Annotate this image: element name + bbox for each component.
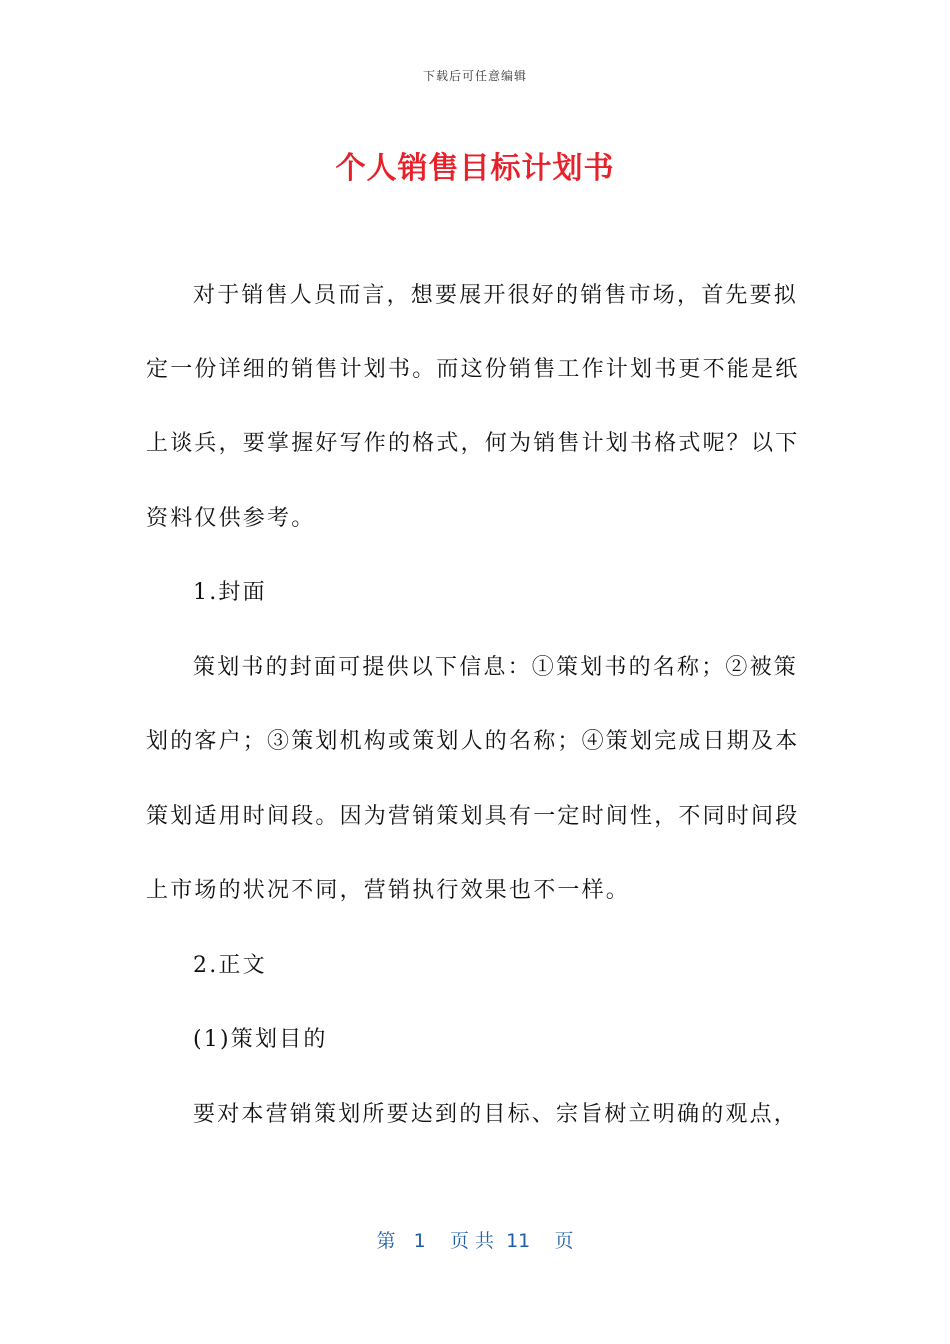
- page-footer: [0, 1226, 950, 1253]
- paragraph-line: 要对本营销策划所要达到的目标、宗旨树立明确的观点，: [193, 1102, 799, 1127]
- subsection-heading: (1)策划目的: [193, 1027, 328, 1052]
- paragraph-line: 对于销售人员而言，想要展开很好的销售市场，首先要拟: [193, 283, 799, 308]
- paragraph-line: 策划适用时间段。因为营销策划具有一定时间性，不同时间段: [146, 804, 800, 829]
- paragraph-line: 定一份详细的销售计划书。而这份销售工作计划书更不能是纸: [146, 357, 800, 382]
- section-heading: 2.正文: [193, 953, 267, 978]
- total-pages-number: 11: [506, 1230, 531, 1252]
- footer-middle: 页 共: [449, 1230, 494, 1252]
- paragraph-line: 上谈兵，要掌握好写作的格式，何为销售计划书格式呢？以下: [146, 431, 800, 456]
- paragraph-line: 上市场的状况不同，营销执行效果也不一样。: [146, 878, 631, 903]
- document-title: 个人销售目标计划书: [335, 151, 615, 186]
- paragraph-line: 策划书的封面可提供以下信息：①策划书的名称；②被策: [193, 655, 799, 680]
- footer-suffix: 页: [554, 1230, 574, 1252]
- footer-prefix: 第: [376, 1230, 396, 1252]
- section-heading: 1.封面: [193, 580, 267, 605]
- paragraph-line: 划的客户；③策划机构或策划人的名称；④策划完成日期及本: [146, 729, 800, 754]
- header-note: 下载后可任意编辑: [422, 69, 527, 83]
- paragraph-line: 资料仅供参考。: [146, 506, 316, 531]
- current-page-number: 1: [413, 1230, 426, 1252]
